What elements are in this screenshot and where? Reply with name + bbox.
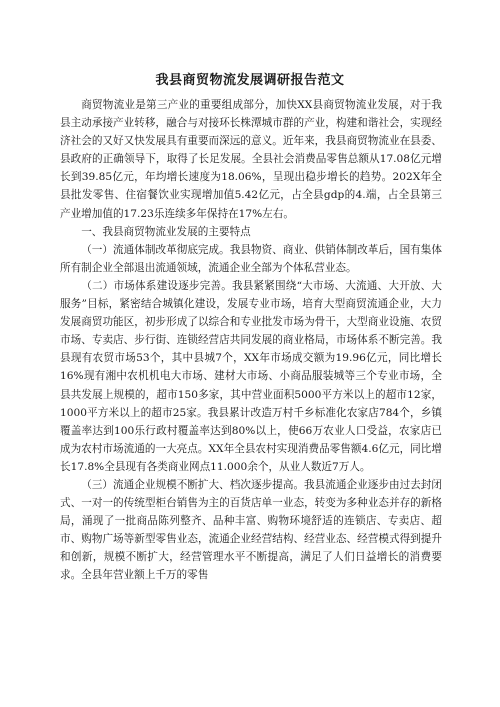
point-3-paragraph: （三）流通企业规模不断扩大、档次逐步提高。我县流通企业逐步由过去封闭式、一对一的传统型柜台销售为主的百货店单一业态，转变为多种业态并存的新格局，涌现了一批商品陈列整齐、品种丰富、购物环境舒适的连锁店、专卖店、超市、购物广场等新型零售业态，流通企业经营结构、经营业态、经营模式得到提升和创新，规模不断扩大，经营管理水平不断提高，满足了人们日益增长的消费要求。全县年营业额上千万的零售: [60, 478, 442, 582]
document-title: 我县商贸物流发展调研报告范文: [155, 73, 345, 88]
section-heading: 一、我县商贸物流业发展的主要特点: [81, 225, 251, 238]
document-body: [60, 96, 442, 585]
intro-paragraph: 商贸物流业是第三产业的重要组成部分，加快XX县商贸物流业发展，对于我县主动承接产业转移，融合与对接环长株潭城市群的产业，构建和谐社会，实现经济社会的又好又快发展具有重要而深远的意义。近年来，我县商贸物流业在县委、县政府的正确领导下，取得了长足发展。全县社会消费品零售总额从17.08亿元增长到39.85亿元，年均增长速度为18.06%，呈现出稳步增长的趋势。202X年全县批发零售、住宿餐饮业实现增加值5.42亿元，占全县gdp的4.端，占全县第三产业增加值的17.23乐连续多年保持在17%左右。: [60, 99, 442, 220]
point-1-paragraph: （一）流通体制改革彻底完成。我县物资、商业、供销体制改革后，国有集体所有制企业全部退出流通领域，流通企业全部为个体私营业态。: [60, 243, 442, 274]
point-2-paragraph: （二）市场体系建设逐步完善。我县紧紧围绕“大市场、大流通、大开放、大服务”目标，紧密结合城镇化建设，发展专业市场，培育大型商贸流通企业，大力发展商贸功能区，初步形成了以综合和专业批发市场为骨干，大型商业设施、农贸市场、专卖店、步行街、连锁经营店共同发展的商业格局，市场体系不断完善。我县现有农贸市场53个，其中县城7个，XX年市场成交额为19.96亿元，同比增长16%现有湘中农机机电大市场、建材大市场、小商品服装城等三个专业市场，全县共发展上规模的，超市150多家，其中营业面积5000平方米以上的超市12家，1000平方米以上的超市25家。我县累计改造万村千乡标准化农家店784个，乡镇覆盖率达到100乐行政村覆盖率达到80%以上，使66万农业人口受益，农家店已成为农村市场流通的一大亮点。XX年全县农村实现消费品零售额4.6亿元，同比增长17.8%全县现有各类商业网点11.000余个，从业人数近7万人。: [60, 279, 442, 473]
